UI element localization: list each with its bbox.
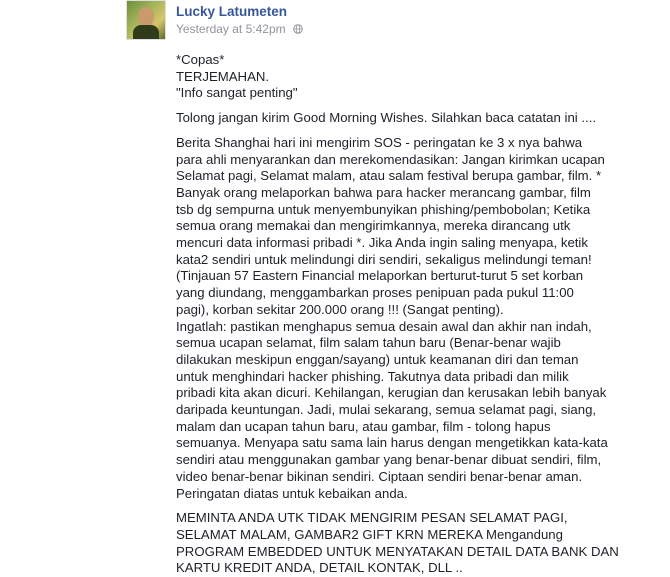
text-line: dilakukan meskipun enggan/sayang) untuk keamanan diri dan teman: [176, 351, 579, 367]
author-avatar[interactable]: [126, 0, 166, 40]
author-name[interactable]: Lucky Latumeten: [176, 4, 288, 19]
text-line: tsb dg sempurna untuk menyembunyikan phishing/pembobolan; Ketika: [176, 201, 591, 217]
text-line: semuanya. Menyapa satu sama lain harus dengan mengetikkan kata-kata: [176, 435, 608, 451]
post-closing: [176, 510, 619, 577]
text-line: sendiri atau menggunakan gambar yang benar-benar dibuat sendiri, film,: [176, 452, 602, 468]
post-body: [176, 134, 608, 502]
text-line: Berita Shanghai hari ini mengirim SOS - peringatan ke 3 x nya bahwa: [176, 134, 583, 150]
text-line: "Info sangat penting": [176, 85, 298, 101]
text-line: kata2 sendiri untuk melindungi diri sendiri, sekaligus melindungi teman!: [176, 251, 592, 267]
text-line: pagi), korban sekitar 200.000 orang !!! (Sangat penting).: [176, 301, 504, 317]
post-meta: [176, 22, 303, 36]
text-line: semua orang memakai dan mengirimkannya, mereka dirancang utk: [176, 218, 571, 234]
post-header: [176, 52, 516, 102]
text-line: *Copas*: [176, 52, 225, 67]
globe-icon[interactable]: [293, 24, 303, 34]
text-line: TERJEMAHAN.: [176, 68, 270, 84]
text-line: KARTU KREDIT ANDA, DETAIL KONTAK, DLL ..: [176, 560, 463, 576]
text-line: untuk menghindari hacker phishing. Takutnya data pribadi dan milik: [176, 368, 569, 384]
text-line: Ingatlah: pastikan menghapus semua desain awal dan akhir nan indah,: [176, 318, 592, 334]
text-line: mencuri data informasi pribadi *. Jika Anda ingin saling menyapa, ketik: [176, 235, 588, 251]
text-line: Banyak orang melaporkan bahwa para hacker merancang gambar, film: [176, 184, 591, 200]
text-line: semua ucapan selamat, film salam tahun baru (Benar-benar wajib: [176, 335, 561, 351]
text-line: PROGRAM EMBEDDED UNTUK MENYATAKAN DETAIL DATA BANK DAN: [176, 543, 619, 559]
post-content: [176, 52, 619, 577]
text-line: SELAMAT MALAM, GAMBAR2 GIFT KRN MEREKA Mengandung: [176, 526, 563, 542]
text-line: Peringatan diatas untuk kebaikan anda.: [176, 485, 408, 501]
text-line: para ahli menyarankan dan merekomendasikan: Jangan kirimkan ucapan: [176, 151, 605, 167]
text-line: pribadi kita akan dicuri. Kehilangan, kerugian dan kerusakan lebih banyak: [176, 385, 607, 401]
avatar-face: [138, 7, 154, 27]
post-intro: [176, 110, 597, 127]
text-line: daripada keuntungan. Jadi, mulai sekarang, semua selamat pagi, siang,: [176, 402, 597, 418]
avatar-body: [133, 25, 159, 40]
text-line: malam dan ucapan tahun baru, atau gambar, film - tolong hapus: [176, 418, 551, 434]
text-line: Tolong jangan kirim Good Morning Wishes. Silahkan baca catatan ini ....: [176, 110, 597, 126]
text-line: video benar-benar bikinan sendiri. Ciptaan sendiri benar-benar aman.: [176, 468, 583, 484]
text-line: (Tinjauan 57 Eastern Financial melaporkan berturut-turut 5 set korban: [176, 268, 584, 284]
text-line: yang diundang, menggambarkan proses penipuan pada pukul 11:00: [176, 285, 574, 301]
text-line: MEMINTA ANDA UTK TIDAK MENGIRIM PESAN SELAMAT PAGI,: [176, 510, 568, 526]
text-line: Selamat pagi, Selamat malam, atau salam festival berupa gambar, film. *: [176, 168, 602, 184]
post-timestamp[interactable]: Yesterday at 5:42pm: [176, 22, 286, 36]
